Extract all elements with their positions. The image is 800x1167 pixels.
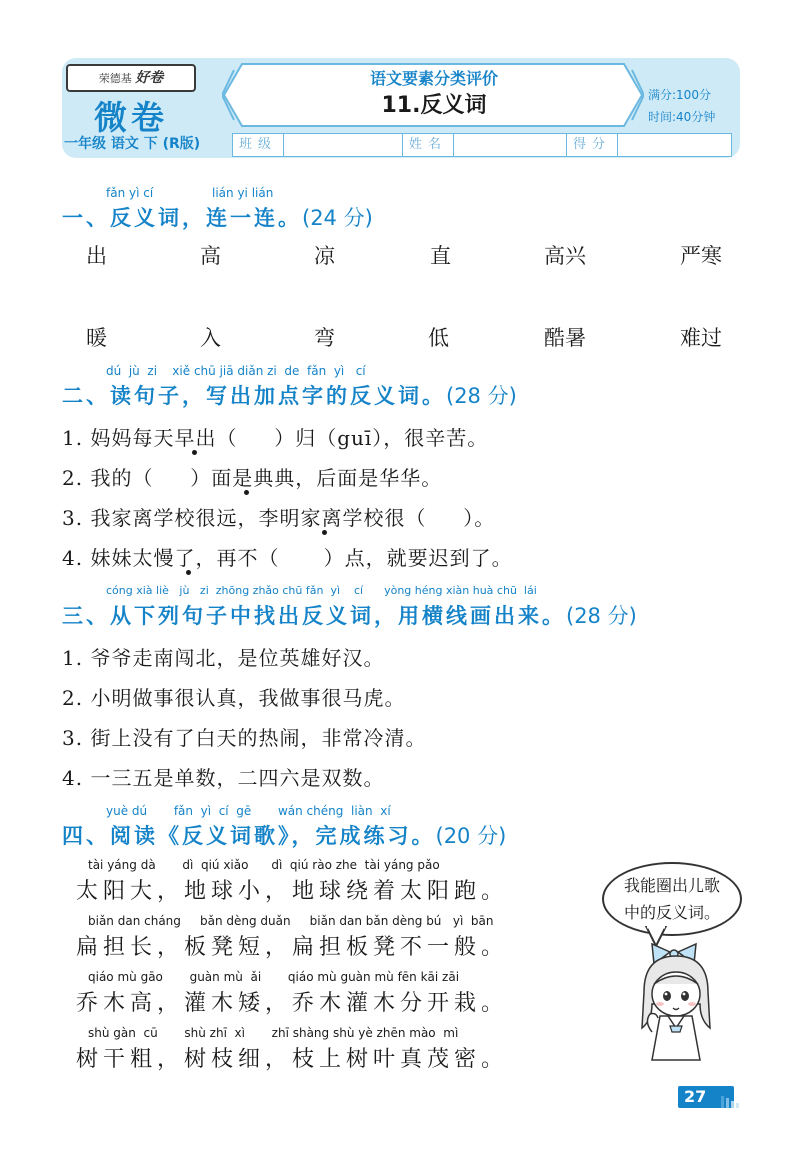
bubble-line-2: 中的反义词。 xyxy=(623,903,720,922)
emphasis-dot xyxy=(192,450,197,455)
section-3-heading xyxy=(62,584,742,628)
section-2-pinyin: dú jù zi xiě chū jiā diǎn zi de fǎn yì cí xyxy=(106,364,366,378)
section-2-title xyxy=(62,380,517,410)
section-2-points: (28 分) xyxy=(446,384,517,408)
question-2-2: 2. 我的（ ）面是典典，后面是华华。 xyxy=(62,466,443,490)
full-score: 满分:100分 xyxy=(648,88,711,102)
match-bottom-5[interactable]: 酷暑 xyxy=(544,326,586,350)
match-top-3[interactable]: 凉 xyxy=(314,244,335,268)
match-top-1[interactable]: 出 xyxy=(86,244,107,268)
section-4-heading xyxy=(62,804,682,848)
match-bottom-6[interactable]: 难过 xyxy=(680,326,722,350)
time-limit: 时间:40分钟 xyxy=(648,110,716,124)
question-3-4: 4. 一三五是单数，二四六是双数。 xyxy=(62,766,385,790)
bubble-line-1: 我能圈出儿歌 xyxy=(623,876,720,895)
match-top-6[interactable]: 严寒 xyxy=(680,244,722,268)
student-info-row xyxy=(232,133,732,157)
poem-line-2: 扁担长，板凳短，扁担板凳不一般。 xyxy=(76,935,509,960)
section-1-pinyin-b: lián yi lián xyxy=(212,186,274,200)
brand-logo xyxy=(66,64,196,92)
class-label: 班级 xyxy=(233,134,284,156)
poem-line-3: 乔木高，灌木矮，乔木灌木分开栽。 xyxy=(76,991,509,1016)
section-1-pinyin-a: fǎn yì cí xyxy=(106,186,154,200)
match-bottom-1[interactable]: 暖 xyxy=(86,326,107,350)
match-bottom-3[interactable]: 弯 xyxy=(314,326,335,350)
section-3-points: (28 分) xyxy=(566,604,637,628)
match-bottom-2[interactable]: 入 xyxy=(200,326,221,350)
bubble-text xyxy=(612,872,732,926)
section-1-title xyxy=(62,202,373,232)
page-number: 27 xyxy=(678,1086,734,1108)
question-2-4: 4. 妹妹太慢了，再不（ ）点，就要迟到了。 xyxy=(62,546,513,570)
name-field[interactable] xyxy=(454,134,567,156)
score-field[interactable] xyxy=(618,134,731,156)
brand-logo-text: 好卷 xyxy=(135,70,164,86)
section-4-points: (20 分) xyxy=(435,824,507,848)
section-4-title xyxy=(62,820,506,850)
match-top-2[interactable]: 高 xyxy=(200,244,221,268)
section-2-title-text: 二、读句子，写出加点字的反义词。 xyxy=(62,384,446,408)
section-1-title-text: 一、反义词，连一连。 xyxy=(62,206,302,230)
emphasis-dot xyxy=(244,490,249,495)
section-4-title-text: 四、阅读《反义词歌》，完成练习。 xyxy=(62,824,436,848)
question-2-3: 3. 我家离学校很远，李明家离学校很（ ）。 xyxy=(62,506,496,530)
match-top-5[interactable]: 高兴 xyxy=(544,244,586,268)
lesson-title: 11.反义词 xyxy=(381,93,487,118)
poem-line-1: 太阳大，地球小，地球绕着太阳跑。 xyxy=(76,879,509,904)
section-2-heading xyxy=(62,364,722,408)
exam-info xyxy=(648,84,738,128)
match-bottom-4[interactable]: 低 xyxy=(428,326,449,350)
section-1-heading xyxy=(62,186,662,230)
section-4-pinyin: yuè dú fǎn yì cí gē wán chéng liàn xí xyxy=(106,804,391,818)
girl-illustration-icon xyxy=(630,942,730,1064)
page-bars-icon xyxy=(716,1090,742,1108)
poem-pinyin-2: biǎn dan cháng bǎn dèng duǎn biǎn dan bǎn dèng bú yì bān xyxy=(88,914,494,928)
question-3-2: 2. 小明做事很认真，我做事很马虎。 xyxy=(62,686,406,710)
emphasis-dot xyxy=(186,570,191,575)
section-3-pinyin: cóng xià liè jù zi zhōng zhǎo chū fǎn yì cí yòng héng xiàn huà chū lái xyxy=(106,584,537,597)
score-label: 得分 xyxy=(567,134,618,156)
question-3-3: 3. 街上没有了白天的热闹，非常冷清。 xyxy=(62,726,427,750)
name-label: 姓名 xyxy=(403,134,454,156)
question-2-1: 1. 妈妈每天早出（ ）归（guī），很辛苦。 xyxy=(62,426,489,450)
grade-label: 一年级 语文 下 (R版) xyxy=(64,136,201,152)
poem-pinyin-1: tài yáng dà dì qiú xiǎo dì qiú rào zhe tài yáng pǎo xyxy=(88,858,440,872)
question-3-1: 1. 爷爷走南闯北，是位英雄好汉。 xyxy=(62,646,385,670)
poem-line-4: 树干粗，树枝细，枝上树叶真茂密。 xyxy=(76,1047,509,1072)
section-3-title xyxy=(62,600,637,630)
subject-title: 语文要素分类评价 xyxy=(369,69,498,88)
emphasis-dot xyxy=(322,530,327,535)
section-3-title-text: 三、从下列句子中找出反义词，用横线画出来。 xyxy=(62,604,566,628)
brand-name: 荣德基 xyxy=(98,72,132,85)
section-1-points: (24 分) xyxy=(302,206,373,230)
poem-pinyin-3: qiáo mù gāo guàn mù ǎi qiáo mù guàn mù fēn kāi zāi xyxy=(88,970,460,984)
class-field[interactable] xyxy=(284,134,403,156)
series-title: 微卷 xyxy=(94,98,168,137)
poem-pinyin-4: shù gàn cū shù zhī xì zhī shàng shù yè zhēn mào mì xyxy=(88,1026,459,1040)
match-top-4[interactable]: 直 xyxy=(430,244,451,268)
